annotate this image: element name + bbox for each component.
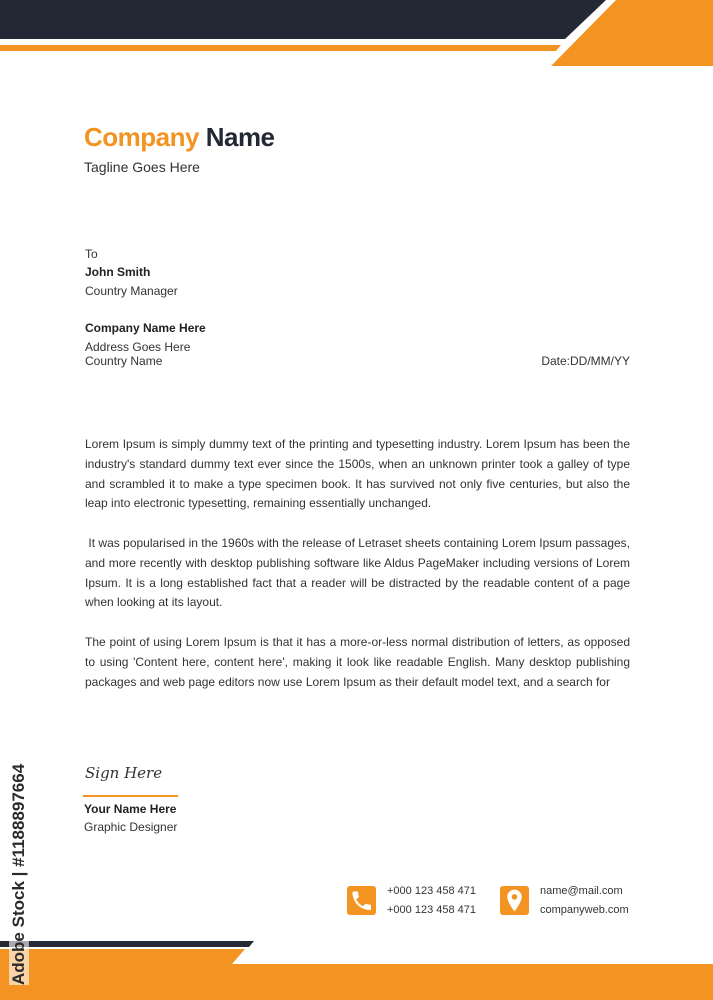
tagline: Tagline Goes Here [84, 159, 200, 175]
header-dark-band [0, 0, 606, 39]
phone-icon [347, 886, 376, 915]
company-name-second: Name [205, 122, 275, 152]
stock-watermark: Adobe Stock | #1188897664 [9, 763, 28, 985]
signer-role: Graphic Designer [84, 820, 178, 834]
contact-website[interactable]: companyweb.com [540, 904, 629, 916]
body-paragraph-2: It was popularised in the 1960s with the release of Letraset sheets containing Lorem Ipsum passages, and more recently with desktop publishing software like Aldus PageMaker including versions of Lorem Ipsum. It is a long established fact that a reader will be distracted by the readable content of a page when looking at its layout. [85, 536, 634, 610]
phone-number-2: +000 123 458 471 [387, 904, 477, 916]
recipient-title: Country Manager [85, 284, 178, 298]
company-name [84, 122, 275, 153]
signature-script: Sign Here [85, 764, 163, 782]
phone-number-1: +000 123 458 471 [387, 885, 477, 897]
footer-dark-line [0, 941, 254, 947]
recipient-company: Company Name Here [85, 321, 206, 335]
footer-decoration [0, 938, 713, 1000]
to-label: To [85, 247, 98, 261]
body-paragraph-3: The point of using Lorem Ipsum is that it has a more-or-less normal distribution of letters, as opposed to using 'Content here, content here', making it look like readable English. Many desktop publishing packages and web page editors now use Lorem Ipsum as their default model text, and a search for [85, 635, 630, 689]
signature-line [83, 795, 178, 797]
footer-orange-tab [0, 949, 245, 964]
footer-orange-band [0, 964, 713, 1000]
recipient-name: John Smith [85, 265, 151, 279]
letter-date: Date:DD/MM/YY [541, 354, 630, 368]
location-pin-icon [500, 886, 529, 915]
header-decoration [0, 0, 713, 70]
recipient-address: Address Goes Here [85, 340, 191, 354]
signer-name: Your Name Here [84, 802, 177, 816]
contact-email[interactable]: name@mail.com [540, 885, 623, 897]
company-name-first: Company [84, 122, 199, 152]
body-paragraph-1: Lorem Ipsum is simply dummy text of the printing and typesetting industry. Lorem Ipsum has been the industry's standard dummy text ever since the 1500s, when an unknown printer took a galley of type and scrambled it to make a type specimen book. It has survived not only five centuries, but also the leap into electronic typesetting, remaining essentially unchanged. [85, 437, 630, 511]
header-orange-line [0, 45, 561, 51]
recipient-country: Country Name [85, 354, 163, 368]
